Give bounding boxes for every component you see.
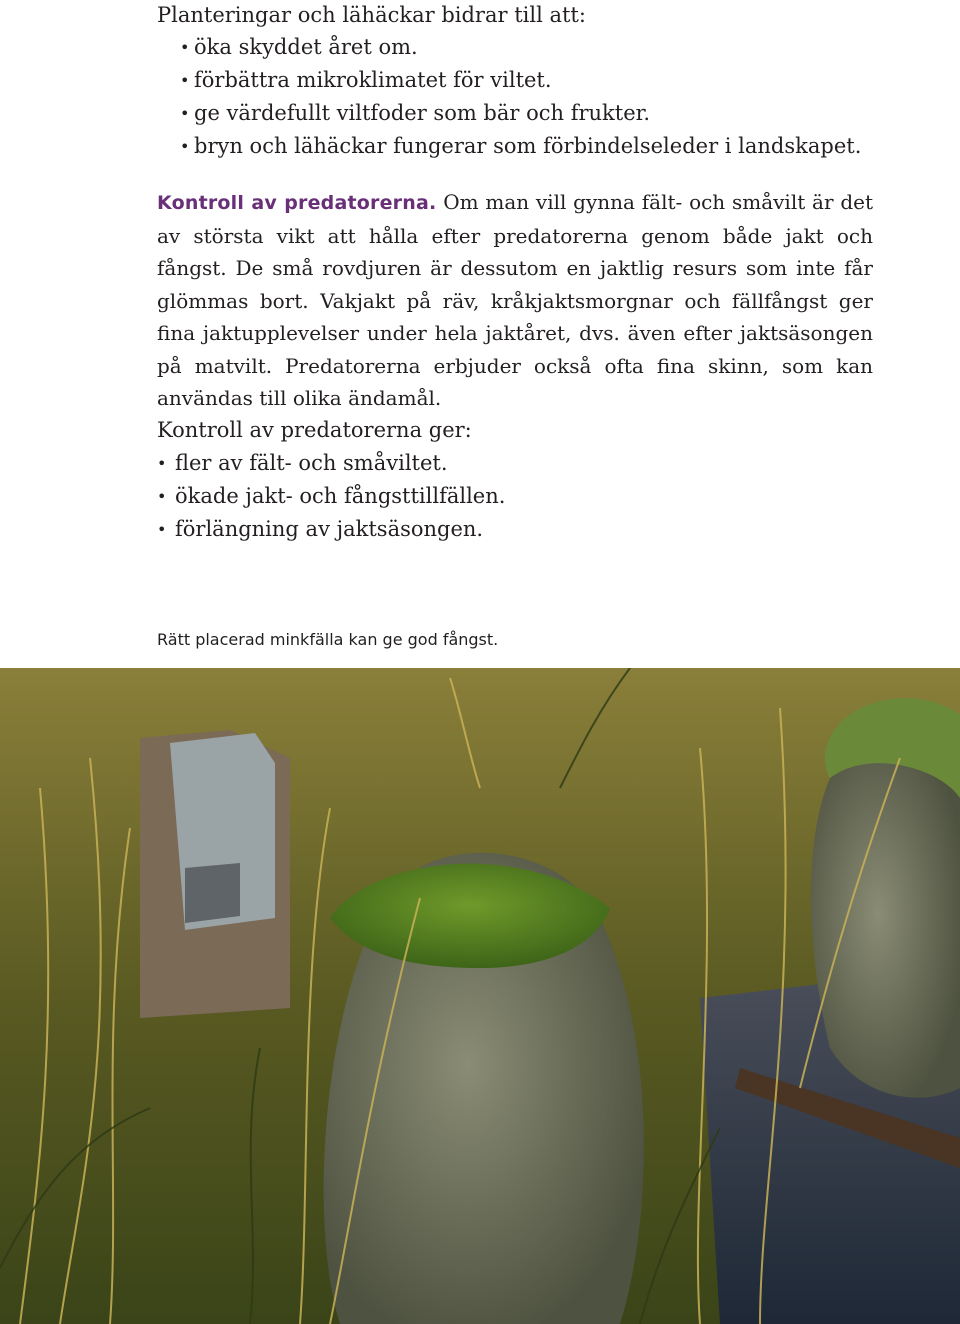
photo-caption: Rätt placerad minkfälla kan ge god fångst. [157, 630, 499, 649]
list-item: • ge värdefullt viltfoder som bär och frukter. [180, 97, 861, 130]
section-body: Om man vill gynna fält- och småvilt är det av största vikt att hålla efter predatorerna genom både jakt och fångst. De små rovdjuren är dessutom en jaktlig resurs som inte får glömmas bort. Vakjakt på räv, kråkjaktsmorgnar och fällfångst ger fina jaktupplevelser under hela jaktåret, dvs. även efter jaktsäsongen på matvilt. Predatorerna erbjuder också ofta fina skinn, som kan användas till olika ändamål. [157, 190, 873, 410]
list-item: • förlängning av jaktsäsongen. [157, 513, 505, 546]
intro-title: Planteringar och lähäckar bidrar till att: [157, 3, 586, 27]
photo-illustration [0, 668, 960, 1324]
stone-right [811, 763, 960, 1097]
list-item: • fler av fält- och småviltet. [157, 447, 505, 480]
benefits-bullet-list [157, 447, 505, 546]
list-item: • förbättra mikroklimatet för viltet. [180, 64, 861, 97]
list-item: • bryn och lähäckar fungerar som förbindelseleder i landskapet. [180, 130, 861, 163]
section-heading: Kontroll av predatorerna. [157, 192, 437, 214]
intro-bullet-list [180, 31, 861, 163]
trap-opening [185, 863, 240, 923]
benefits-title: Kontroll av predatorerna ger: [157, 418, 472, 442]
list-item: • öka skyddet året om. [180, 31, 861, 64]
predator-paragraph [157, 186, 873, 415]
mink-trap-photo [0, 668, 960, 1324]
list-item: • ökade jakt- och fångsttillfällen. [157, 480, 505, 513]
